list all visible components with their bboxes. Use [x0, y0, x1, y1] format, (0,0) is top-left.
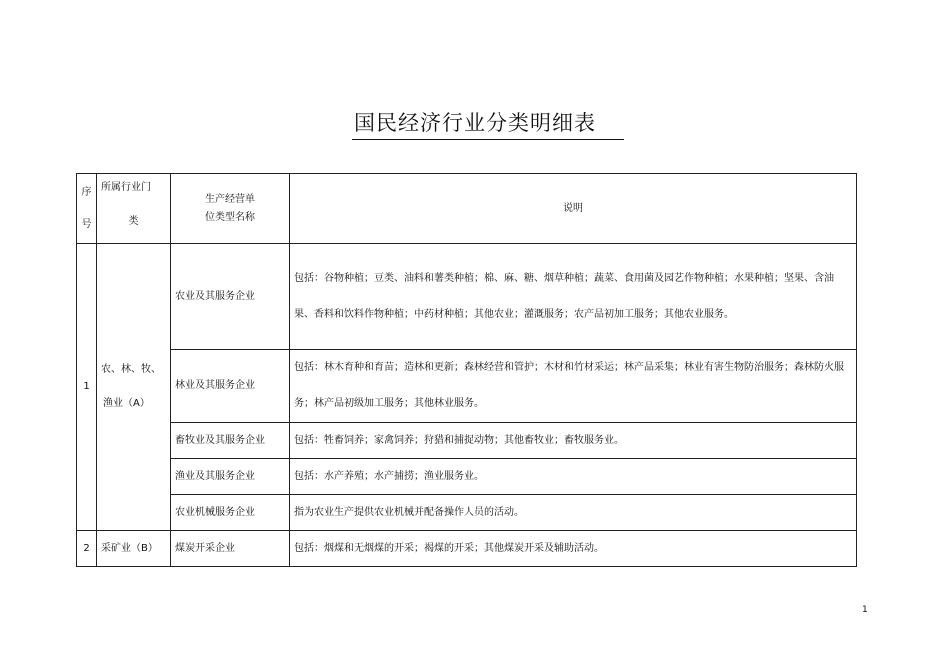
unit-type-cell: 煤炭开采企业 [171, 531, 290, 567]
industry-section-cell: 采矿业（B） [97, 531, 171, 567]
industry-section-cell: 农、林、牧、 渔业（A） [97, 244, 171, 531]
description-cell: 包括：林木育种和育苗；造林和更新；森林经营和管护；木材和竹材采运；林产品采集；林业有害生物防治服务；森林防火服务；林产品初级加工服务；其他林业服务。 [290, 350, 857, 423]
serial-number-cell: 1 [77, 244, 97, 531]
description-cell: 指为农业生产提供农业机械并配备操作人员的活动。 [290, 495, 857, 531]
description-cell: 包括：谷物种植；豆类、油料和薯类种植；棉、麻、糖、烟草种植；蔬菜、食用菌及园艺作物种植；水果种植；坚果、含油果、香料和饮料作物种植；中药材种植；其他农业；灌溉服务；农产品初加工服务；其他农业服务。 [290, 244, 857, 350]
description-cell: 包括：牲畜饲养；家禽饲养；狩猎和捕捉动物；其他畜牧业；畜牧服务业。 [290, 423, 857, 459]
header-unit-type: 生产经营单 位类型名称 [171, 174, 290, 244]
table-row [77, 531, 857, 567]
table-header-row [77, 174, 857, 244]
unit-type-cell: 渔业及其服务企业 [171, 459, 290, 495]
table-row [77, 459, 857, 495]
document-title: 国民经济行业分类明细表 [0, 108, 950, 140]
description-cell: 包括：烟煤和无烟煤的开采；褐煤的开采；其他煤炭开采及辅助活动。 [290, 531, 857, 567]
industry-classification-table [76, 173, 857, 567]
header-description: 说明 [290, 174, 857, 244]
serial-number-cell: 2 [77, 531, 97, 567]
table-row [77, 423, 857, 459]
table-row [77, 350, 857, 423]
page-number: 1 [862, 605, 868, 615]
unit-type-cell: 农业机械服务企业 [171, 495, 290, 531]
unit-type-cell: 畜牧业及其服务企业 [171, 423, 290, 459]
unit-type-cell: 农业及其服务企业 [171, 244, 290, 350]
table-row [77, 244, 857, 350]
unit-type-cell: 林业及其服务企业 [171, 350, 290, 423]
header-industry-section: 所属行业门 类 [97, 174, 171, 244]
header-serial-number: 序 号 [77, 174, 97, 244]
table-row [77, 495, 857, 531]
description-cell: 包括：水产养殖；水产捕捞；渔业服务业。 [290, 459, 857, 495]
